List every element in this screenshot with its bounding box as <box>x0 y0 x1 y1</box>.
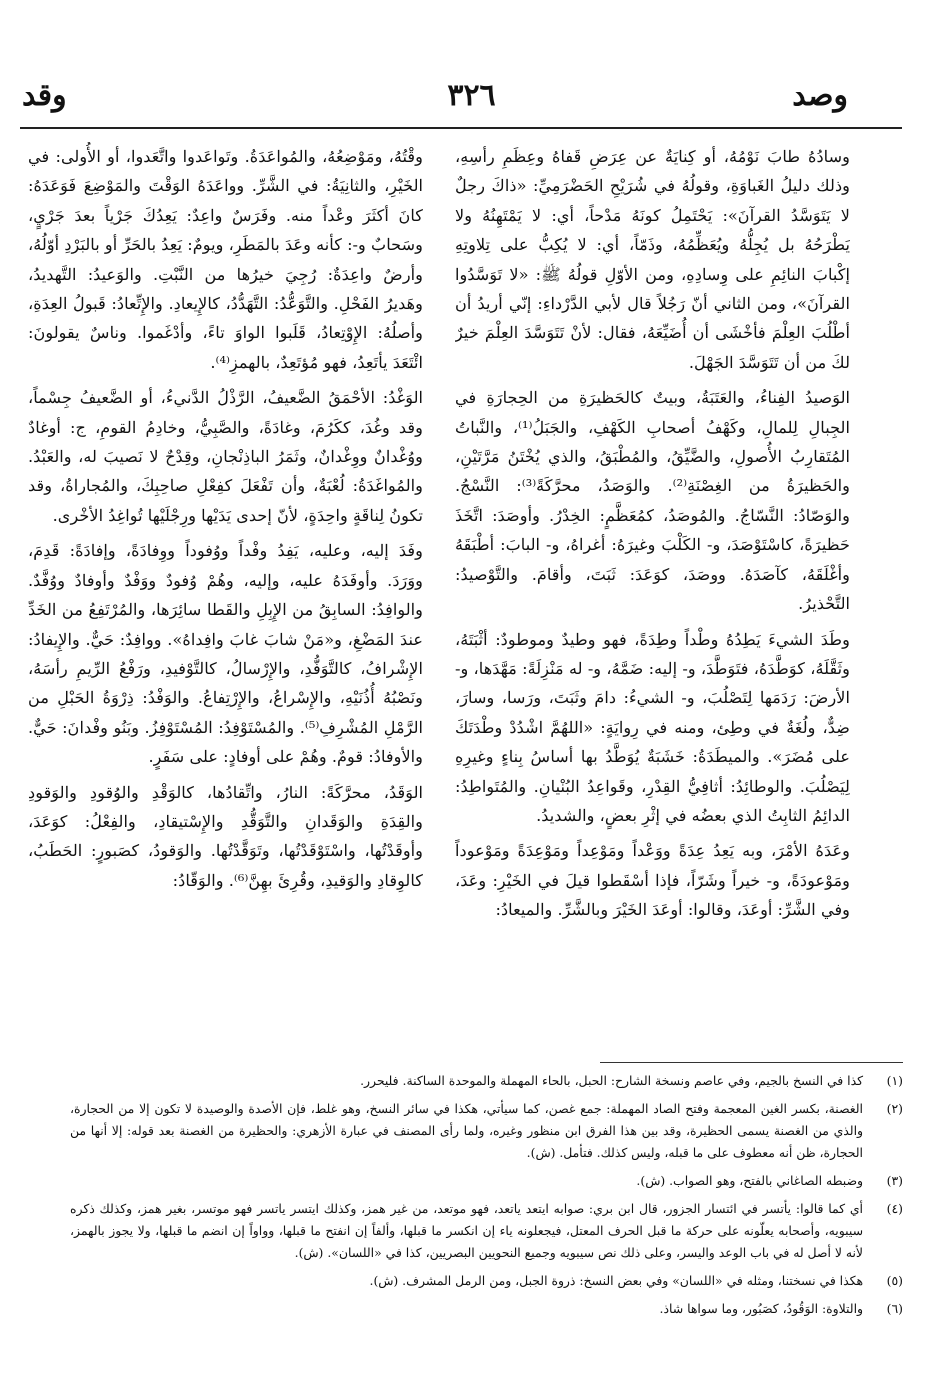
footnote-text: هكذا في نسختنا، ومثله في «اللسان» وفي بعض النسخ: ذروة الجبل، ومن الرمل المشرف. (ش). <box>369 1273 863 1288</box>
column-left <box>28 142 423 1042</box>
footnote-text: وضبطه الصاغاني بالفتح، وهو الصواب. (ش). <box>636 1173 863 1188</box>
footnote <box>70 1298 903 1320</box>
entry-paragraph: وسادُهُ طابَ نَوْمُهُ، أو كِنايَةٌ عن عِرَضِ قَفاهُ وعِظَمِ رأسِهِ، وذلك دليلُ الغَباوَةِ، وقولُهُ في شُرَيْحِ الحَضْرَمِيِّ: «ذاكَ رجلٌ لا يَتَوَسَّدُ القرآنَ»: يَحْتَمِلُ كونَهُ مَدْحاً، أي: لا يَمْتَهِنُهُ ولا يَطْرَحُهُ بل يُجِلُّهُ ويُعَظِّمُهُ، وذَمّاً، أي: لا يُكِبُّ على تِلاوتِهِ إكْبابَ النائِمِ على وِسادِهِ، ومن الأوّلِ قولُهُ ﷺ: «لا تَوَسَّدُوا القرآنَ»، ومن الثاني أنّ رَجُلاً قال لأبي الدَّرْداءِ: إنّي أريدُ أن أطْلُبَ العِلْمَ فأخْشَى أن أُضَيِّعَهُ، فقال: لأنْ تَتَوَسَّدَ العِلْمَ خيرٌ لكَ من أن تَتَوَسَّدَ الجَهْلَ. <box>455 147 850 372</box>
footnote-number: (٢) <box>886 1101 903 1116</box>
entry-paragraph: الوَصيدُ الفِناءُ، والعَتَبَةُ، وبيتٌ كالحَظيرَةِ من الحِجارَةِ في الجِبالِ لِلمالِ، وكَهْفُ أصحابِ الكَهْفِ، والجَبَلُ⁽¹⁾، والنَّباتُ المُتَقارِبُ الأُصولِ، والضَّيِّقُ، والمُطْبَقُ، والذي يُخْتَنُ مَرَّتَيْنِ، والحَظيرَةُ من الغِصْنَةِ⁽²⁾. والوَصَدُ، محرَّكَةً⁽³⁾: النَّسْجُ. والوَصّادُ: النَّسّاجُ. والمُوصَدُ، كمُعَظَّمٍ: الخِدْرُ. وأوصَدَ: اتَّخَذَ حَظيرَةً، كاسْتَوْصَدَ، و- الكَلْبَ وغيرَهُ: أغراهُ، و- البابَ: أطْبَقَهُ وأغْلَقَهُ، كآصَدَهُ. ووصَدَ، كوَعَدَ: ثَبَتَ، وأقامَ. والتَّوْصيدُ: التَّحْذيرُ. <box>455 388 850 614</box>
entry-paragraph: وعَدَهُ الأمْرَ، وبه يَعِدُ عِدَةً ووَعْداً ومَوْعِداً ومَوْعِدَةً ومَوْعوداً ومَوْعودَةً، و- خيراً وشَرّاً، فإذا أسْقَطوا قيلَ في الخَيْرِ: وعَدَ، وفي الشَّرِّ: أوعَدَ، وقالوا: أوعَدَ الخَيْرَ وبالشَّرِّ. والميعادُ: <box>455 841 850 920</box>
entry-paragraph: الوَغْدُ: الأحْمَقُ الضَّعيفُ، الرَّذْلُ الدَّنيءُ، أو الضَّعيفُ جِسْماً، وقد وغُدَ، ككَرُمَ، وغادَةً، والصَّبِيُّ، وخادِمُ القومِ، ج: أوغادٌ ووُغْدانٌ ووِغْدانٌ، وثَمَرُ الباذِنْجانِ، وقِدْحٌ لا نَصيبَ له، والعَبْدُ. والمُواغَدَةُ: لُعْبَةٌ، وأن تَفْعَلَ كفِعْلِ صاحِبِكَ، والمُجاراةُ، وقد تكونُ لِناقَةٍ واحِدَةٍ، لأنّ إحدى يَدَيْها ورِجْلَيْها تُواغِدُ الأخْرى. <box>28 388 423 525</box>
footnote <box>70 1170 903 1192</box>
entry-paragraph: وفَدَ إليه، وعليه، يَفِدُ وفْداً ووُفوداً ووِفادَةً، وإفادَةً: قَدِمَ، ووَرَدَ. وأوفَدَهُ عليه، وإليه، وهُمْ وُفودٌ ووَفْدٌ وأوفادٌ ووُفَّدٌ. والوافِدُ: السابِقُ من الإِبِلِ والقَطا سائِرَها، والمُرْتَفِعُ من الخَدِّ عندَ المَضْغِ، و«مَنْ شابَ غابَ وافِداهُ». ووافِدٌ: حَيٌّ. والإِيفادُ: الإِشْرافُ، كالتَّوَفُّدِ، والإِرْسالُ، كالتَّوْفيدِ، ورَفْعُ الرِّيمِ رأسَهُ، ونَصْبُهُ أُذُنَيْهِ، والإِسْراعُ، والإِرْتِفاعُ. والوَفْدُ: ذِرْوَةُ الحَبْلِ من الرَّمْلِ المُشْرِفِ⁽⁵⁾. والمُسْتَوْفِدُ: المُسْتَوْفِزُ. وبَنُو وفْدانَ: حَيٌّ. والأوفادُ: قومٌ. وهُمْ على أوفادٍ: على سَفَرٍ. <box>28 541 423 767</box>
page-number: ٣٢٦ <box>447 78 496 113</box>
footnote-text: والتلاوة: الوَقُودُ، كصَبُور، وما سواها شاذ. <box>659 1301 863 1316</box>
header-rule <box>20 127 902 129</box>
footnote <box>70 1198 903 1264</box>
footnote <box>70 1270 903 1292</box>
header-right-word: وصد <box>792 78 848 113</box>
footnote-number: (٥) <box>886 1273 903 1288</box>
entry-paragraph: وقْتُهُ، ومَوْضِعُهُ، والمُواعَدَةُ. وتَواعَدوا واتَّعَدوا، أو الأُولى: في الخَيْرِ، والثانِيَةُ: في الشَّرِّ. وواعَدَهُ الوَقْتَ والمَوْضِعَ فَوَعَدَهُ: كانَ أكثَرَ وعْداً منه. وفَرَسٌ واعِدٌ: يَعِدُكَ جَرْياً بعدَ جَرْيٍ، وسَحابٌ و-: كأنه وعَدَ بالمَطَرِ، ويومٌ: يَعِدُ بالحَرِّ أو بالبَرْدِ أوّلُهُ، وأرضٌ واعِدَةٌ: رُجِيَ خيرُها من النَّبْتِ. والوَعيدُ: التَّهديدُ، وهَديرُ الفَحْلِ. والتَّوَعُّدُ: التَّهَدُّدُ، كالإِيعادِ. والإِتِّعادُ: قَبولُ العِدَةِ، وأصلُهُ: الإِوْتِعادُ، قَلَبوا الواوَ تاءً، وأدْغَموا. وناسٌ يقولونَ: ائْتَعَدَ يأتَعِدُ، فهو مُؤتَعِدٌ، بالهمزِ⁽⁴⁾. <box>28 147 423 372</box>
footnote-number: (٦) <box>886 1301 903 1316</box>
footnote-rule <box>600 1062 903 1063</box>
footnote-number: (٣) <box>886 1173 903 1188</box>
column-right <box>455 142 850 1042</box>
footnote <box>70 1070 903 1092</box>
footnotes <box>70 1070 903 1326</box>
footnote-number: (٤) <box>886 1201 903 1216</box>
entry-paragraph: الوَقَدُ، محرَّكَةً: النارُ، واتِّقادُها، كالوَقْدِ والوُقودِ والوَقودِ والقِدَةِ والوَقَدانِ والتَّوَقُّدِ والإِسْتيقادِ، والفِعْلُ: كوَعَدَ، وأوقَدْتُها، واسْتَوْقَدْتُها، وتَوَقَّدْتُها. والوَقودُ، كصَبورٍ: الحَطَبُ، كالوِقادِ والوَقيدِ، وقُرِئَ بهِنَّ⁽⁶⁾. والوَقّادُ: <box>28 782 423 890</box>
footnote-text: أي كما قالوا: يأتسر في ائتسار الجزور، قال ابن بري: صوابه ايتعد ياتعد، فهو موتعد، من غير همز، وكذلك ايتسر ياتسر فهو موتسر، بغير همز، وكذلك ذكره سيبويه، وأصحابه يعلّونه على حركة ما قبل الحرف المعتل، فيجعلونه ياء إن انكسر ما قبلها، وألفاً إن انفتح ما قبلها، وواواً إن انضم ما قبلها، ولا يجوز بالهمز، لأنه لا أصل له في باب الوعد واليسر، وعلى ذلك نص سيبويه وجميع النحويين البصريين، كذا في «اللسان». (ش). <box>70 1201 863 1260</box>
footnote-text: كذا في النسخ بالجيم، وفي عاصم ونسخة الشارح: الحبل، بالحاء المهملة والموحدة الساكنة. فليحرر. <box>360 1073 863 1088</box>
footnote-text: الغصنة، بكسر الغين المعجمة وفتح الصاد المهملة: جمع غصن، كما سيأتي، هكذا في سائر النسخ، وهو غلط، فإن الأصدة والوصيدة لا تكون إلا من الحجارة، والذي من الغصنة يسمى الحظيرة، وقد بين هذا الفرق ابن منظور وغيره، ولما رأى المصنف في عبارة الأزهري: والحظيرة من الغصنة بعد قوله: إلا أنها من الحجارة، ظن أنه معطوف على ما قبله، وليس كذلك. فتأمل. (ش). <box>70 1101 863 1160</box>
entry-paragraph: وطَدَ الشيءَ يَطِدُهُ وطْداً وطِدَةً، فهو وطيدٌ وموطودٌ: أثْبَتَهُ، وثَقَّلَهُ، كوَطَّدَهُ، فتَوَطَّدَ، و- إليه: ضَمَّهُ، و- له مَنْزِلَةً: مَهَّدَها، و- الأرضَ: رَدَمَها لِتَصْلُبَ، و- الشيءُ: دامَ وثَبَتَ، ورَسا، وسارَ، ضِدٌّ، ولُغَةٌ في وطِئ، ومنه في رِوايَةٍ: «اللهُمَّ اشْدُدْ وطْدَتَكَ على مُضَرَ». والميطَدَةُ: خَشَبَةٌ يُوَطَّدُ بها أساسُ بِناءٍ وغيرِهِ لِيَصْلُبَ. والوطائِدُ: أثافِيُّ القِدْرِ، وقَواعِدُ البُنْيانِ. والمُتَواطِدُ: الدائِمُ الثابِتُ الذي بعضُه في إثْرِ بعضٍ، والشديدُ. <box>455 629 850 825</box>
footnote-number: (١) <box>886 1073 903 1088</box>
footnote <box>70 1098 903 1164</box>
header-left-word: وقد <box>22 78 67 113</box>
